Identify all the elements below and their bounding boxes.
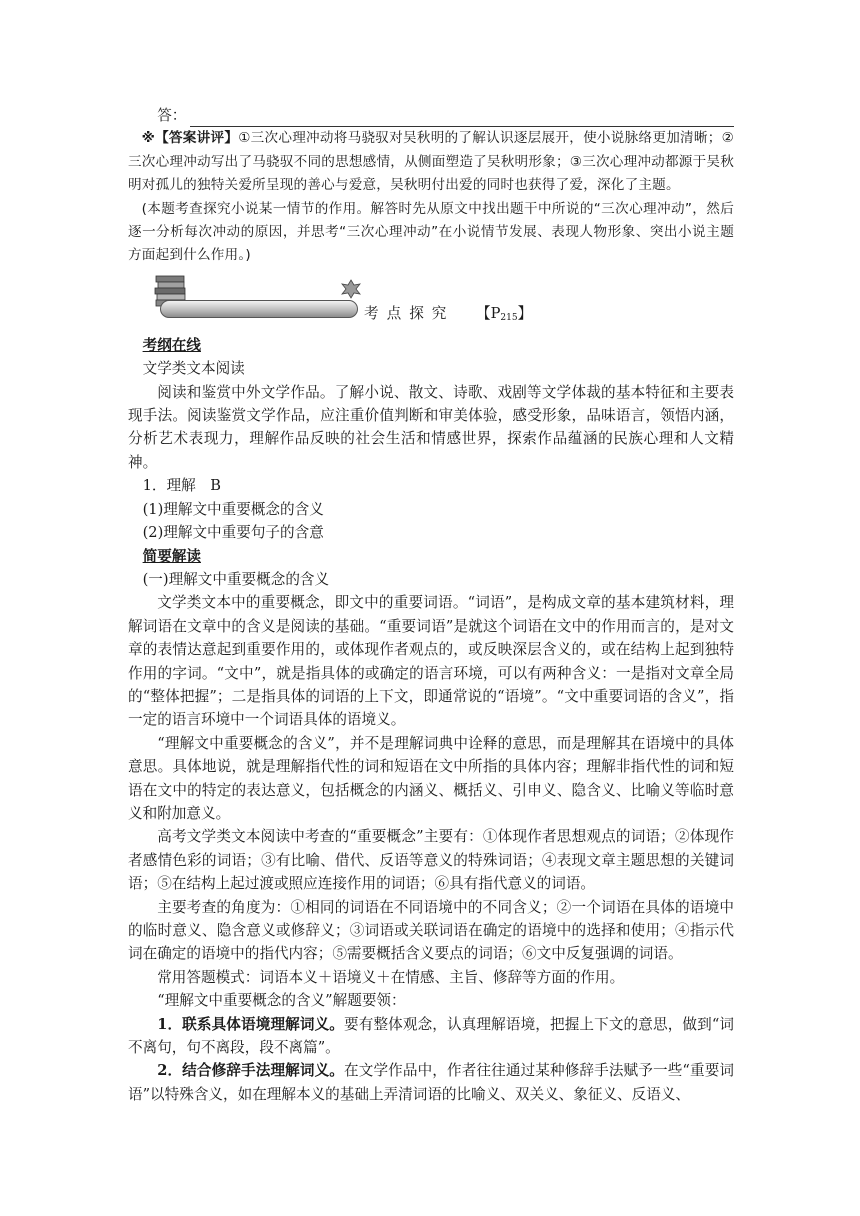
brief-paragraph-4: 主要考查的角度为：①相同的词语在不同语境中的不同含义；②一个词语在具体的语境中的临时意义、隐含意义或修辞义；③词语或关联词语在确定的语境中的选择和使用；④指示代词在确定的语境中的指代内容；⑤需要概括含义要点的词语；⑥文中反复强调的词语。 [128,898,734,963]
leaf-icon [340,278,362,300]
brief-paragraph-3: 高考文学类文本阅读中考查的“重要概念”主要有：①体现作者思想观点的词语；②体现作者感情色彩的词语；③有比喻、借代、反语等意义的特殊词语；④表现文章主题思想的关键词语；⑤在结构上起过渡或照应连接作用的词语；⑥具有指代意义的词语。 [128,828,734,893]
page-ref-prefix: 【P [476,304,501,322]
brief-tip-1-text: 要有整体观念，认真理解语境，把握上下文的意思，做到“词不离句，句不离段，段不离篇”。 [128,1015,734,1057]
brief-tip-1-title: 1．联系具体语境理解词义。 [157,1015,345,1033]
outline-item-1b: (2)理解文中重要句子的含意 [142,524,324,542]
banner-title: 考点探究 [364,304,455,322]
answer-review-text: ①三次心理冲动将马骁驭对吴秋明的了解认识逐层展开，使小说脉络更加清晰；②三次心理冲动写出了马骁驭不同的思想感情，从侧面塑造了吴秋明形象；③三次心理冲动都源于吴秋明对孤儿的独特关爱所呈现的善心与爱意，吴秋明付出爱的同时也获得了爱，深化了主题。 [128,130,734,194]
brief-tip-2 [128,1059,734,1106]
answer-blank[interactable] [190,112,734,127]
outline-item-1: 1．理解 B [142,477,221,495]
brief-heading: 简要解读 [142,547,201,565]
banner-bar [160,300,358,318]
page-ref-number: 215 [500,312,518,323]
brief-subheading: (一)理解文中重要概念的含义 [142,570,330,588]
page-reference [476,302,532,330]
brief-tip-2-title: 2．结合修辞手法理解词义。 [157,1062,345,1080]
section-banner [128,272,734,332]
answer-line [128,104,734,127]
brief-paragraph-2: “理解文中重要概念的含义”，并不是理解词典中诠释的意思，而是理解其在语境中的具体意思。具体地说，就是理解指代性的词和短语在文中所指的具体内容；理解非指代性的词和短语在文中的特定的表达意义，包括概念的内涵义、概括义、引申义、隐含义、比喻义等临时意义和附加意义。 [128,734,734,822]
page-ref-suffix: 】 [517,304,533,322]
outline-paragraph: 阅读和鉴赏中外文学作品。了解小说、散文、诗歌、戏剧等文学体裁的基本特征和主要表现手法。阅读鉴赏文学作品，应注重价值判断和审美体验，感受形象，品味语言，领悟内涵，分析艺术表现力，理解作品反映的社会生活和情感世界，探索作品蕴涵的民族心理和人文精神。 [128,383,734,471]
outline-item-1a: (1)理解文中重要概念的含义 [142,500,324,518]
answer-review [128,127,734,197]
brief-tip-1 [128,1013,734,1060]
brief-paragraph-1: 文学类文本中的重要概念，即文中的重要词语。“词语”，是构成文章的基本建筑材料，理解词语在文章中的含义是阅读的基础。“重要词语”是就这个词语在文中的作用而言的，是对文章的表情达意起到重要作用的，或体现作者观点的，或反映深层含义的，或在结构上起到独特作用的字词。“文中”，就是指具体的或确定的语言环境，可以有两种含义：一是指对文章全局的“整体把握”；二是指具体的词语的上下文，即通常说的“语境”。“文中重要词语的含义”，指一定的语言环境中一个词语具体的语境义。 [128,594,734,729]
outline-heading: 考纲在线 [142,336,201,354]
brief-tip-2-text: 在文学作品中，作者往往通过某种修辞手法赋予一些“重要词语”以特殊含义，如在理解本义的基础上弄清词语的比喻义、双关义、象征义、反语义、 [128,1062,734,1103]
brief-paragraph-6: “理解文中重要概念的含义”解题要领： [157,992,406,1010]
brief-paragraph-5: 常用答题模式：词语本义＋语境义＋在情感、主旨、修辞等方面的作用。 [157,968,625,986]
answer-review-note: (本题考查探究小说某一情节的作用。解答时先从原文中找出题干中所说的“三次心理冲动”，然后逐一分析每次冲动的原因，并思考“三次心理冲动”在小说情节发展、表现人物形象、突出小说主题方面起到什么作用。) [128,200,734,264]
document-body [128,104,734,1106]
outline-subheading: 文学类文本阅读 [142,360,245,378]
answer-label: 答： [157,107,187,124]
answer-review-mark: ※【答案讲评】 [141,130,239,147]
